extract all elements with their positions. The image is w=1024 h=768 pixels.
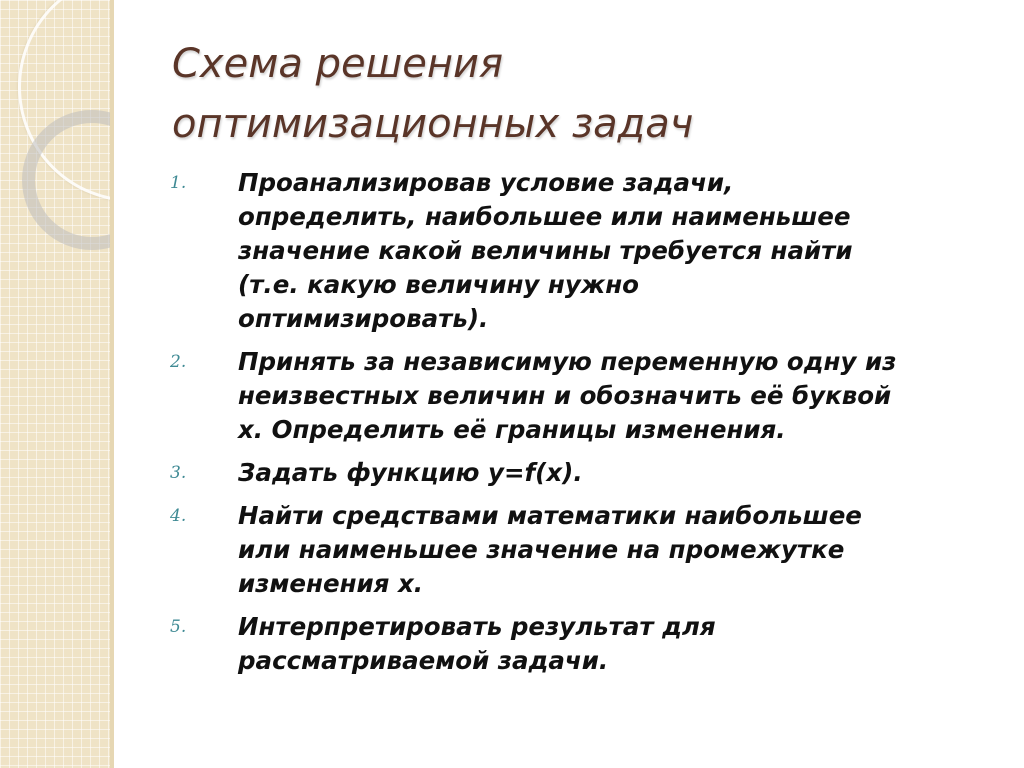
step-item-1: [170, 166, 1000, 336]
step-text: Принять за независимую переменную одну из неизвестных величин и обозначить её буквой х. Определить её границы изменения.: [238, 347, 897, 444]
step-text: Интерпретировать результат для рассматриваемой задачи.: [238, 612, 716, 675]
step-item-3: [170, 456, 1000, 490]
step-number: 4.: [170, 506, 187, 526]
sidebar-edge: [110, 0, 114, 768]
decorative-sidebar: [0, 0, 110, 768]
step-number: 5.: [170, 617, 187, 637]
step-list: [170, 166, 1000, 687]
step-text: Найти средствами математики наибольшее или наименьшее значение на промежутке изменения х.: [238, 501, 862, 598]
step-number: 3.: [170, 463, 187, 483]
step-number: 2.: [170, 352, 187, 372]
step-item-5: [170, 610, 1000, 678]
step-number: 1.: [170, 173, 187, 193]
slide-title: Схема решения оптимизационных задач: [172, 41, 694, 147]
step-item-2: [170, 345, 1000, 447]
step-item-4: [170, 499, 1000, 601]
step-text: Проанализировав условие задачи, определить, наибольшее или наименьшее значение какой величины требуется найти (т.е. какую величину нужно оптимизировать).: [238, 168, 853, 333]
step-text: Задать функцию y=f(x).: [238, 458, 583, 487]
